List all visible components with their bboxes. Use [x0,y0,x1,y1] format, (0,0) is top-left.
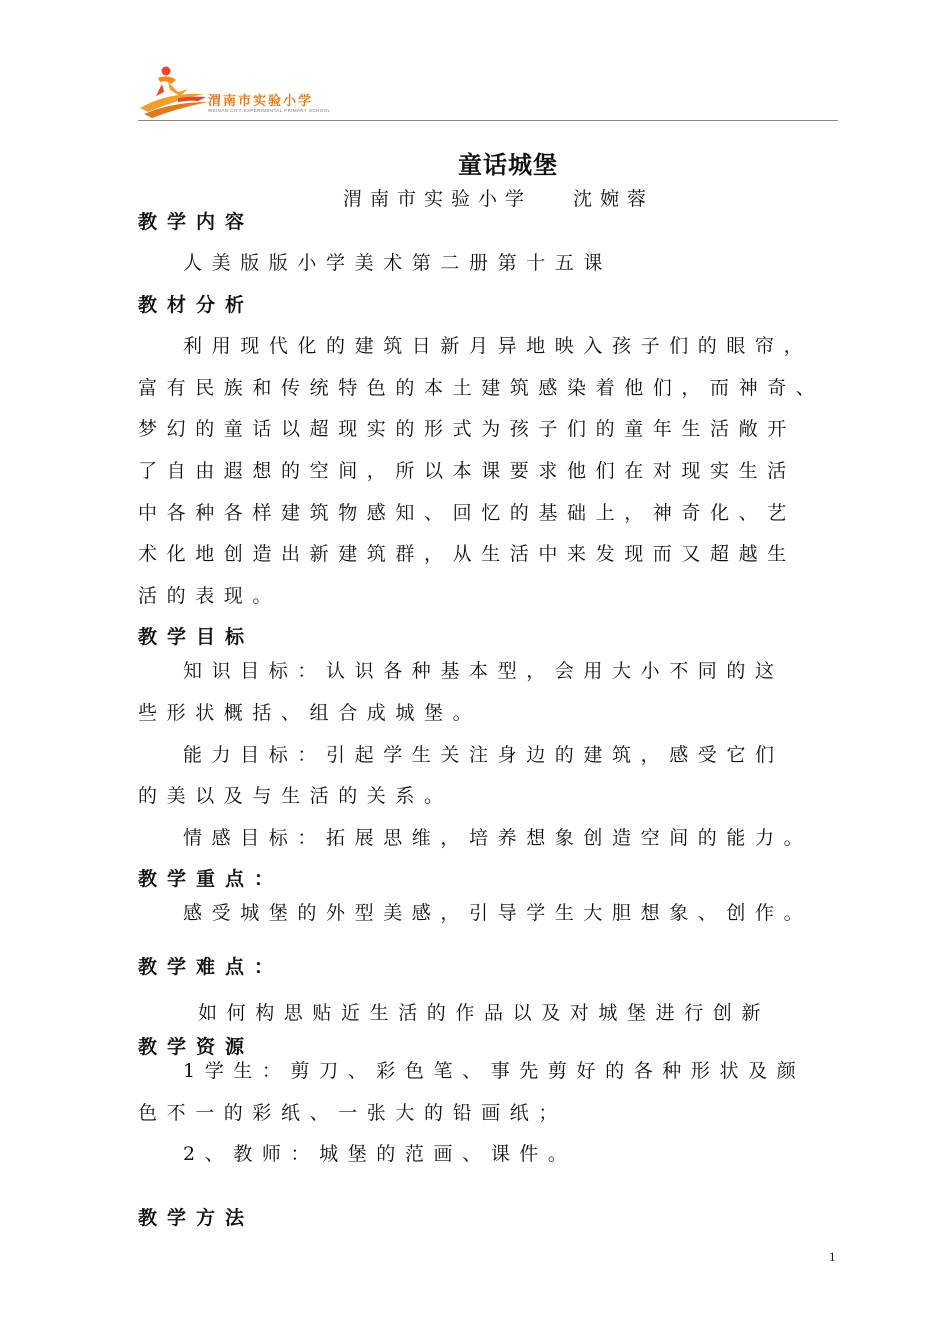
header-divider [138,120,838,121]
page-number: 1 [829,1249,836,1264]
letterhead [138,62,838,122]
goals-line: 情感目标：拓展思维，培养想象创造空间的能力。 [183,827,813,849]
section-heading-analysis: 教材分析 [138,294,255,316]
school-name-cn: 渭南市实验小学 [208,94,314,109]
document-title: 童话城堡 [458,151,558,179]
goals-line: 些形状概括、组合成城堡。 [138,702,482,724]
analysis-line: 中各种各样建筑物感知、回忆的基础上，神奇化、艺 [138,502,796,524]
goals-line: 知识目标：认识各种基本型，会用大小不同的这 [183,660,784,682]
section-heading-difficulties: 教学难点： [138,956,284,978]
resources-line: 1学生：剪刀、彩色笔、事先剪好的各种形状及颜 [183,1060,806,1082]
difficulties-line: 如何构思贴近生活的作品以及对城堡进行创新 [198,1002,771,1024]
analysis-line: 活的表现。 [138,585,282,607]
goals-line: 能力目标：引起学生关注身边的建筑，感受它们 [183,744,784,766]
key-points-line: 感受城堡的外型美感，引导学生大胆想象、创作。 [183,902,813,924]
running-figure-logo-icon [138,62,210,120]
goals-line: 的美以及与生活的关系。 [138,785,453,807]
section-heading-resources: 教学资源 [138,1036,255,1058]
resources-line: 色不一的彩纸、一张大的铅画纸； [138,1102,568,1124]
section-heading-key-points: 教学重点： [138,868,284,890]
analysis-line: 利用现代化的建筑日新月异地映入孩子们的眼帘， [183,335,813,357]
section-heading-content: 教学内容 [138,211,255,233]
resources-line: 2、教师：城堡的范画、课件。 [183,1143,577,1165]
analysis-line: 了自由遐想的空间，所以本课要求他们在对现实生活 [138,460,796,482]
analysis-line: 富有民族和传统特色的本土建筑感染着他们，而神奇、 [138,377,825,399]
analysis-line: 术化地创造出新建筑群，从生活中来发现而又超越生 [138,543,796,565]
section-heading-goals: 教学目标 [138,626,255,648]
content-line: 人美版版小学美术第二册第十五课 [183,252,613,274]
author-line: 渭南市实验小学 沈婉蓉 [343,188,655,210]
analysis-line: 梦幻的童话以超现实的形式为孩子们的童年生活敞开 [138,418,796,440]
section-heading-methods: 教学方法 [138,1207,255,1229]
school-name-en: WEINAN CITY EXPERIMENTAL PRIMARY SCHOOL [208,108,331,113]
